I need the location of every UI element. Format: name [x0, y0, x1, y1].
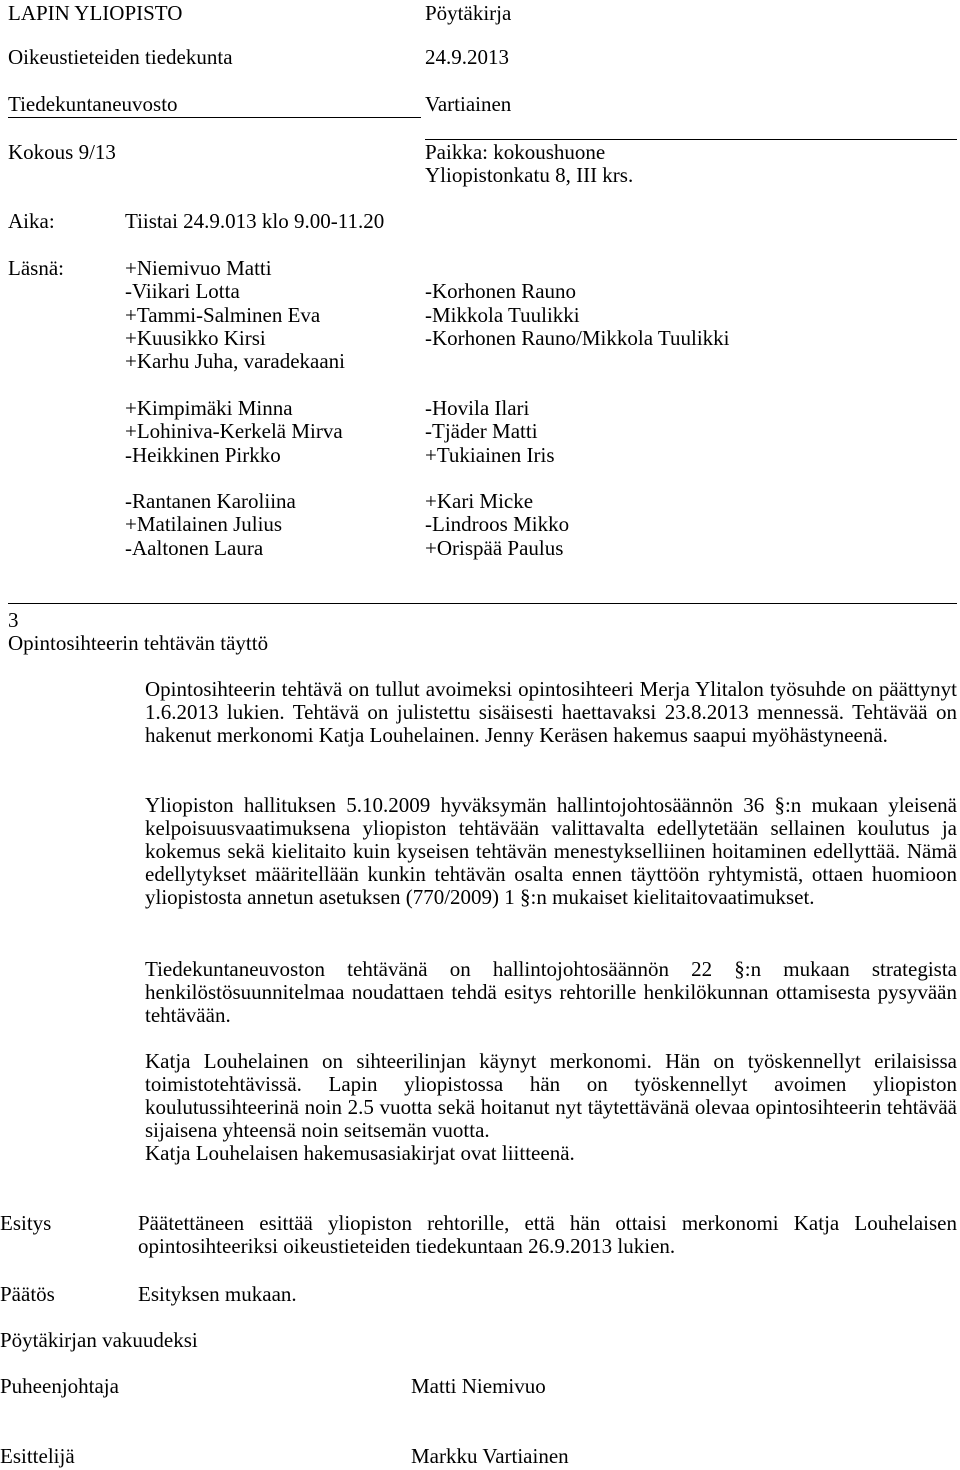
presenter-name: Markku Vartiainen [411, 1444, 569, 1468]
paatos-label: Päätös [0, 1282, 55, 1306]
presenter-label: Esittelijä [0, 1444, 75, 1468]
meeting-place-line2: Yliopistonkatu 8, III krs. [425, 163, 634, 187]
faculty-name: Oikeustieteiden tiedekunta [8, 45, 233, 69]
attendee: +Tammi-Salminen Eva [125, 302, 321, 327]
attendance-group2-left [125, 397, 343, 467]
paatos-text: Esityksen mukaan. [138, 1282, 297, 1306]
deputy [425, 257, 730, 280]
meeting-date: 24.9.2013 [425, 45, 509, 69]
section-number: 3 [8, 608, 19, 632]
deputy: -Mikkola Tuulikki [425, 302, 580, 327]
chair-name: Matti Niemivuo [411, 1374, 546, 1398]
deputy: -Korhonen Rauno [425, 279, 577, 304]
attendance-group3-right [425, 490, 569, 560]
chair-label: Puheenjohtaja [0, 1374, 119, 1398]
section-paragraph: Opintosihteerin tehtävä on tullut avoimeksi opintosihteeri Merja Ylitalon työsuhde on päättynyt 1.6.2013 lukien. Tehtävä on julistettu sisäisesti haettavaksi 23.8.2013 mennessä. Tehtävää on hakenut merkonomi Katja Louhelainen. Jenny Keräsen hakemus saapui myöhästyneenä. [145, 677, 957, 747]
attendee: +Matilainen Julius [125, 512, 283, 537]
meeting-place-line1: Paikka: kokoushuone [425, 140, 606, 164]
attendance-group3-left [125, 490, 296, 560]
esitys-label: Esitys [0, 1211, 52, 1235]
meeting-number: Kokous 9/13 [8, 140, 116, 164]
attendee: +Lohiniva-Kerkelä Mirva [125, 419, 343, 444]
deputy: -Lindroos Mikko [425, 512, 570, 537]
section-title: Opintosihteerin tehtävän täyttö [8, 631, 269, 655]
secretary-name: Vartiainen [425, 92, 512, 116]
attendance-group2-right [425, 397, 555, 467]
document-type: Pöytäkirja [425, 1, 512, 25]
section-divider [8, 603, 957, 604]
attendee: -Viikari Lotta [125, 279, 240, 304]
deputy: -Tjäder Matti [425, 419, 538, 444]
esitys-text: Päätettäneen esittää yliopiston rehtorille, että hän ottaisi merkonomi Katja Louhelaisen opintosihteeriksi oikeustieteiden tiedekuntaan 26.9.2013 lukien. [138, 1211, 957, 1258]
section-paragraph: Yliopiston hallituksen 5.10.2009 hyväksymän hallintojohtosäännön 36 §:n mukaan yleisenä kelpoisuusvaatimuksena yliopiston tehtävään valittavalta edellytetään sellainen koulutus ja kokemus sekä kielitaito kuin kyseisen tehtävän menestykselliinen hoitaminen edellyttää. Nämä edellytykset määritellään kunkin tehtävän osalta ennen täyttöön ryhtymistä, ottaen huomioon yliopistosta annetun asetuksen (770/2009) 1 §:n mukaiset kielitaitovaatimukset. [145, 793, 957, 909]
attendee: +Karhu Juha, varadekaani [125, 349, 345, 374]
deputy: +Kari Micke [425, 489, 534, 513]
deputy: +Tukiainen Iris [425, 442, 555, 467]
attendance-label: Läsnä: [8, 256, 64, 280]
deputy: -Korhonen Rauno/Mikkola Tuulikki [425, 325, 730, 350]
attendance-group1-left [125, 257, 345, 373]
deputy: -Hovila Ilari [425, 396, 530, 420]
header-divider-left [8, 117, 421, 118]
section-paragraph: Tiedekuntaneuvoston tehtävänä on hallintojohtosäännön 22 §:n mukaan strategista henkilöstösuunnitelmaa noudattaen tehdä esitys rehtorille henkilökunnan ottamisesta pysyvään tehtävään. [145, 957, 957, 1027]
attendance-group1-right [425, 257, 730, 373]
attendee: +Kimpimäki Minna [125, 396, 293, 420]
attendee: +Kuusikko Kirsi [125, 325, 266, 350]
time-label: Aika: [8, 209, 55, 233]
attendee: -Rantanen Karoliina [125, 489, 296, 513]
attendee: +Niemivuo Matti [125, 256, 272, 280]
council-name: Tiedekuntaneuvosto [8, 92, 178, 116]
verification-text: Pöytäkirjan vakuudeksi [0, 1328, 198, 1352]
section-paragraph: Katja Louhelainen on sihteerilinjan käynyt merkonomi. Hän on työskennellyt erilaisissa toimistotehtävissä. Lapin yliopistossa hän on työskennellyt avoimen yliopiston koulutussihteerinä noin 2.5 vuotta sekä hoitanut nyt täytettävänä olevaa opintosihteerin tehtävää sijaisena yhteensä noin seitsemän vuotta. [145, 1049, 957, 1142]
attendee: -Heikkinen Pirkko [125, 442, 281, 467]
university-name: LAPIN YLIOPISTO [8, 1, 183, 25]
deputy: +Orispää Paulus [425, 535, 564, 560]
section-paragraph: Katja Louhelaisen hakemusasiakirjat ovat liitteenä. [145, 1141, 575, 1165]
attendee: -Aaltonen Laura [125, 535, 264, 560]
deputy [425, 350, 730, 373]
time-value: Tiistai 24.9.013 klo 9.00-11.20 [125, 209, 385, 233]
